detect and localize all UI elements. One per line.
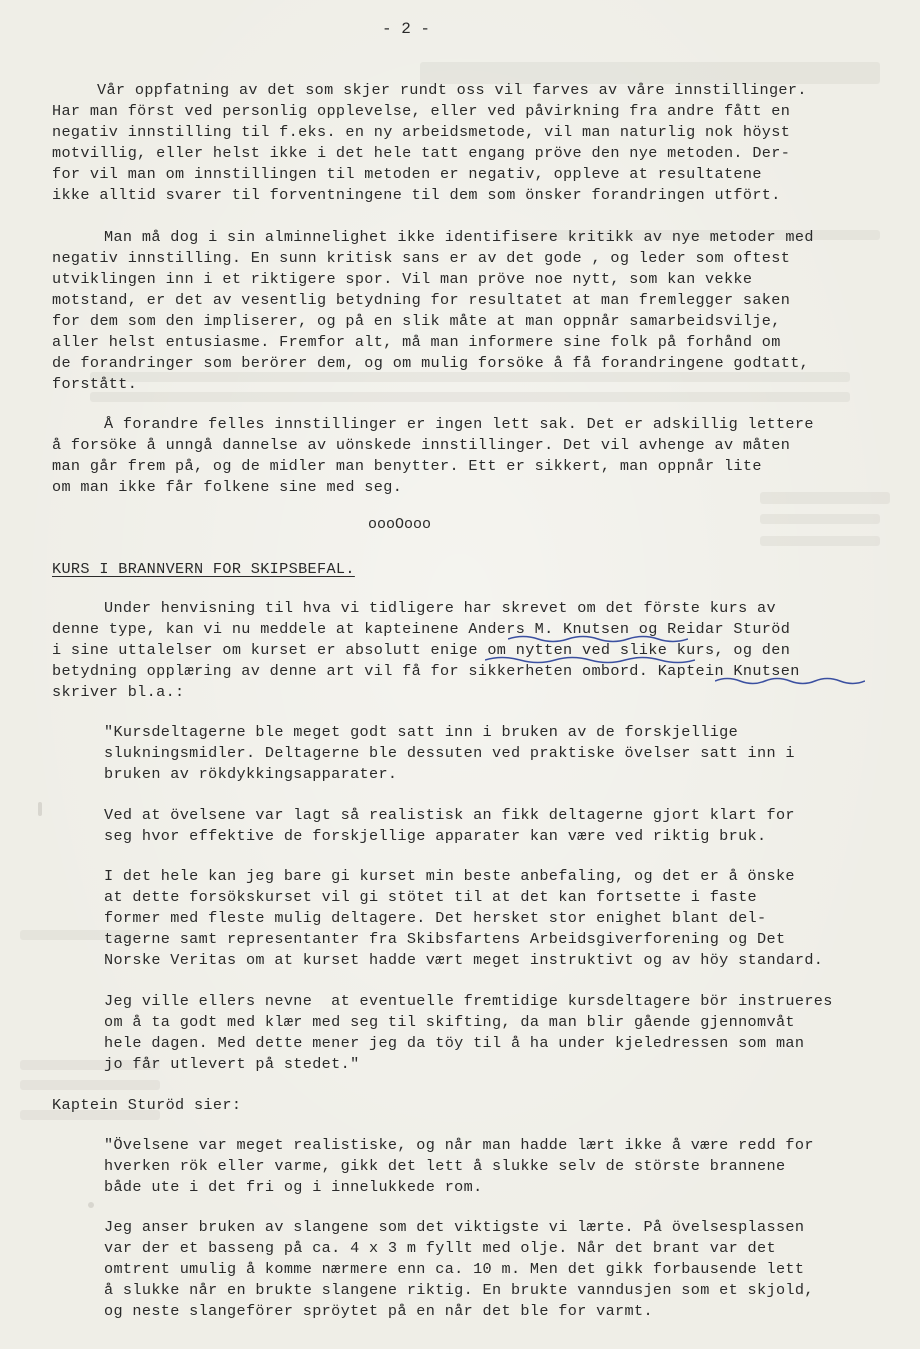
- text-line: Jeg ville ellers nevne at eventuelle fremtidige kursdeltagere bör instrueres: [104, 992, 833, 1010]
- text-line: å forsöke å unngå dannelse av uönskede innstillinger. Det vil avhenge av måten: [52, 436, 791, 454]
- text-line: Man må dog i sin alminnelighet ikke identifisere kritikk av nye metoder med: [104, 228, 814, 246]
- text-line: slukningsmidler. Deltagerne ble dessuten ved praktiske övelser satt inn i: [104, 744, 795, 762]
- text-line: Har man först ved personlig opplevelse, eller ved påvirkning fra andre fått en: [52, 102, 791, 120]
- text-line: skriver bl.a.:: [52, 683, 185, 701]
- text-line: Jeg anser bruken av slangene som det viktigste vi lærte. På övelsesplassen: [104, 1218, 805, 1236]
- text-line: denne type, kan vi nu meddele at kapteinene Anders M. Knutsen og Reidar Sturöd: [52, 620, 791, 638]
- text-line: Vår oppfatning av det som skjer rundt oss vil farves av våre innstillinger.: [97, 81, 807, 99]
- text-line: forstått.: [52, 375, 138, 393]
- text-line: var der et basseng på ca. 4 x 3 m fyllt med olje. Når det brant var det: [104, 1239, 776, 1257]
- text-line: at dette forsökskurset vil gi stötet til at det kan fortsette i faste: [104, 888, 758, 906]
- text-line: jo får utlevert på stedet.": [104, 1055, 360, 1073]
- text-line: å slukke når en brukte slangene riktig. En brukte vanndusjen som et skjold,: [104, 1281, 814, 1299]
- page-number: - 2 -: [382, 20, 431, 38]
- speaker-intro: Kaptein Sturöd sier:: [52, 1096, 242, 1114]
- text-line: om å ta godt med klær med seg til skifting, da man blir gående gjennomvåt: [104, 1013, 795, 1031]
- text-line: seg hvor effektive de forskjellige apparater kan være ved riktig bruk.: [104, 827, 767, 845]
- text-line: bruken av rökdykkingsapparater.: [104, 765, 398, 783]
- text-line: de forandringer som berörer dem, og om mulig forsöke å få forandringene godtatt,: [52, 354, 810, 372]
- text-line: Norske Veritas om at kurset hadde vært meget instruktivt og av höy standard.: [104, 951, 824, 969]
- text-line: "Övelsene var meget realistiske, og når man hadde lært ikke å være redd for: [104, 1136, 814, 1154]
- separator: oooOooo: [368, 516, 432, 533]
- punch-mark: [88, 1202, 94, 1208]
- punch-mark: [38, 802, 42, 816]
- text-line: negativ innstilling til f.eks. en ny arbeidsmetode, vil man naturlig nok höyst: [52, 123, 791, 141]
- text-line: for vil man om innstillingen til metoden er negativ, oppleve at resultatene: [52, 165, 762, 183]
- text-line: betydning opplæring av denne art vil få for sikkerheten ombord. Kaptein Knutsen: [52, 662, 800, 680]
- text-line: om man ikke får folkene sine med seg.: [52, 478, 403, 496]
- text-line: Under henvisning til hva vi tidligere har skrevet om det förste kurs av: [104, 599, 776, 617]
- text-line: motvillig, eller helst ikke i det hele tatt engang pröve den nye metoden. Der-: [52, 144, 791, 162]
- text-line: både ute i det fri og i innelukkede rom.: [104, 1178, 483, 1196]
- text-line: og neste slangeförer spröytet på en når det ble for varmt.: [104, 1302, 653, 1320]
- text-line: Ved at övelsene var lagt så realistisk an fikk deltagerne gjort klart for: [104, 806, 795, 824]
- text-line: aller helst entusiasme. Fremfor alt, må man informere sine folk på forhånd om: [52, 333, 781, 351]
- text-line: former med fleste mulig deltagere. Det hersket stor enighet blant del-: [104, 909, 767, 927]
- text-line: I det hele kan jeg bare gi kurset min beste anbefaling, og det er å önske: [104, 867, 795, 885]
- text-line: ikke alltid svarer til forventningene til dem som önsker forandringen utfört.: [52, 186, 781, 204]
- text-line: i sine uttalelser om kurset er absolutt enige om nytten ved slike kurs, og den: [52, 641, 791, 659]
- text-line: hele dagen. Med dette mener jeg da töy til å ha under kjeledressen som man: [104, 1034, 805, 1052]
- text-line: omtrent umulig å komme nærmere enn ca. 10 m. Men det gikk forbausende lett: [104, 1260, 805, 1278]
- text-line: man går frem på, og de midler man benytter. Ett er sikkert, man oppnår lite: [52, 457, 762, 475]
- text-line: hverken rök eller varme, gikk det lett å slukke selv de störste brannene: [104, 1157, 786, 1175]
- text-line: for dem som den impliserer, og på en slik måte at man oppnår samarbeidsvilje,: [52, 312, 781, 330]
- section-heading: KURS I BRANNVERN FOR SKIPSBEFAL.: [52, 560, 355, 578]
- text-line: utviklingen inn i et riktigere spor. Vil man pröve noe nytt, som kan vekke: [52, 270, 753, 288]
- text-line: "Kursdeltagerne ble meget godt satt inn i bruken av de forskjellige: [104, 723, 739, 741]
- text-line: negativ innstilling. En sunn kritisk sans er av det gode , og leder som oftest: [52, 249, 791, 267]
- text-line: Å forandre felles innstillinger er ingen lett sak. Det er adskillig lettere: [104, 415, 814, 433]
- text-line: motstand, er det av vesentlig betydning for resultatet at man fremlegger saken: [52, 291, 791, 309]
- text-line: tagerne samt representanter fra Skibsfartens Arbeidsgiverforening og Det: [104, 930, 786, 948]
